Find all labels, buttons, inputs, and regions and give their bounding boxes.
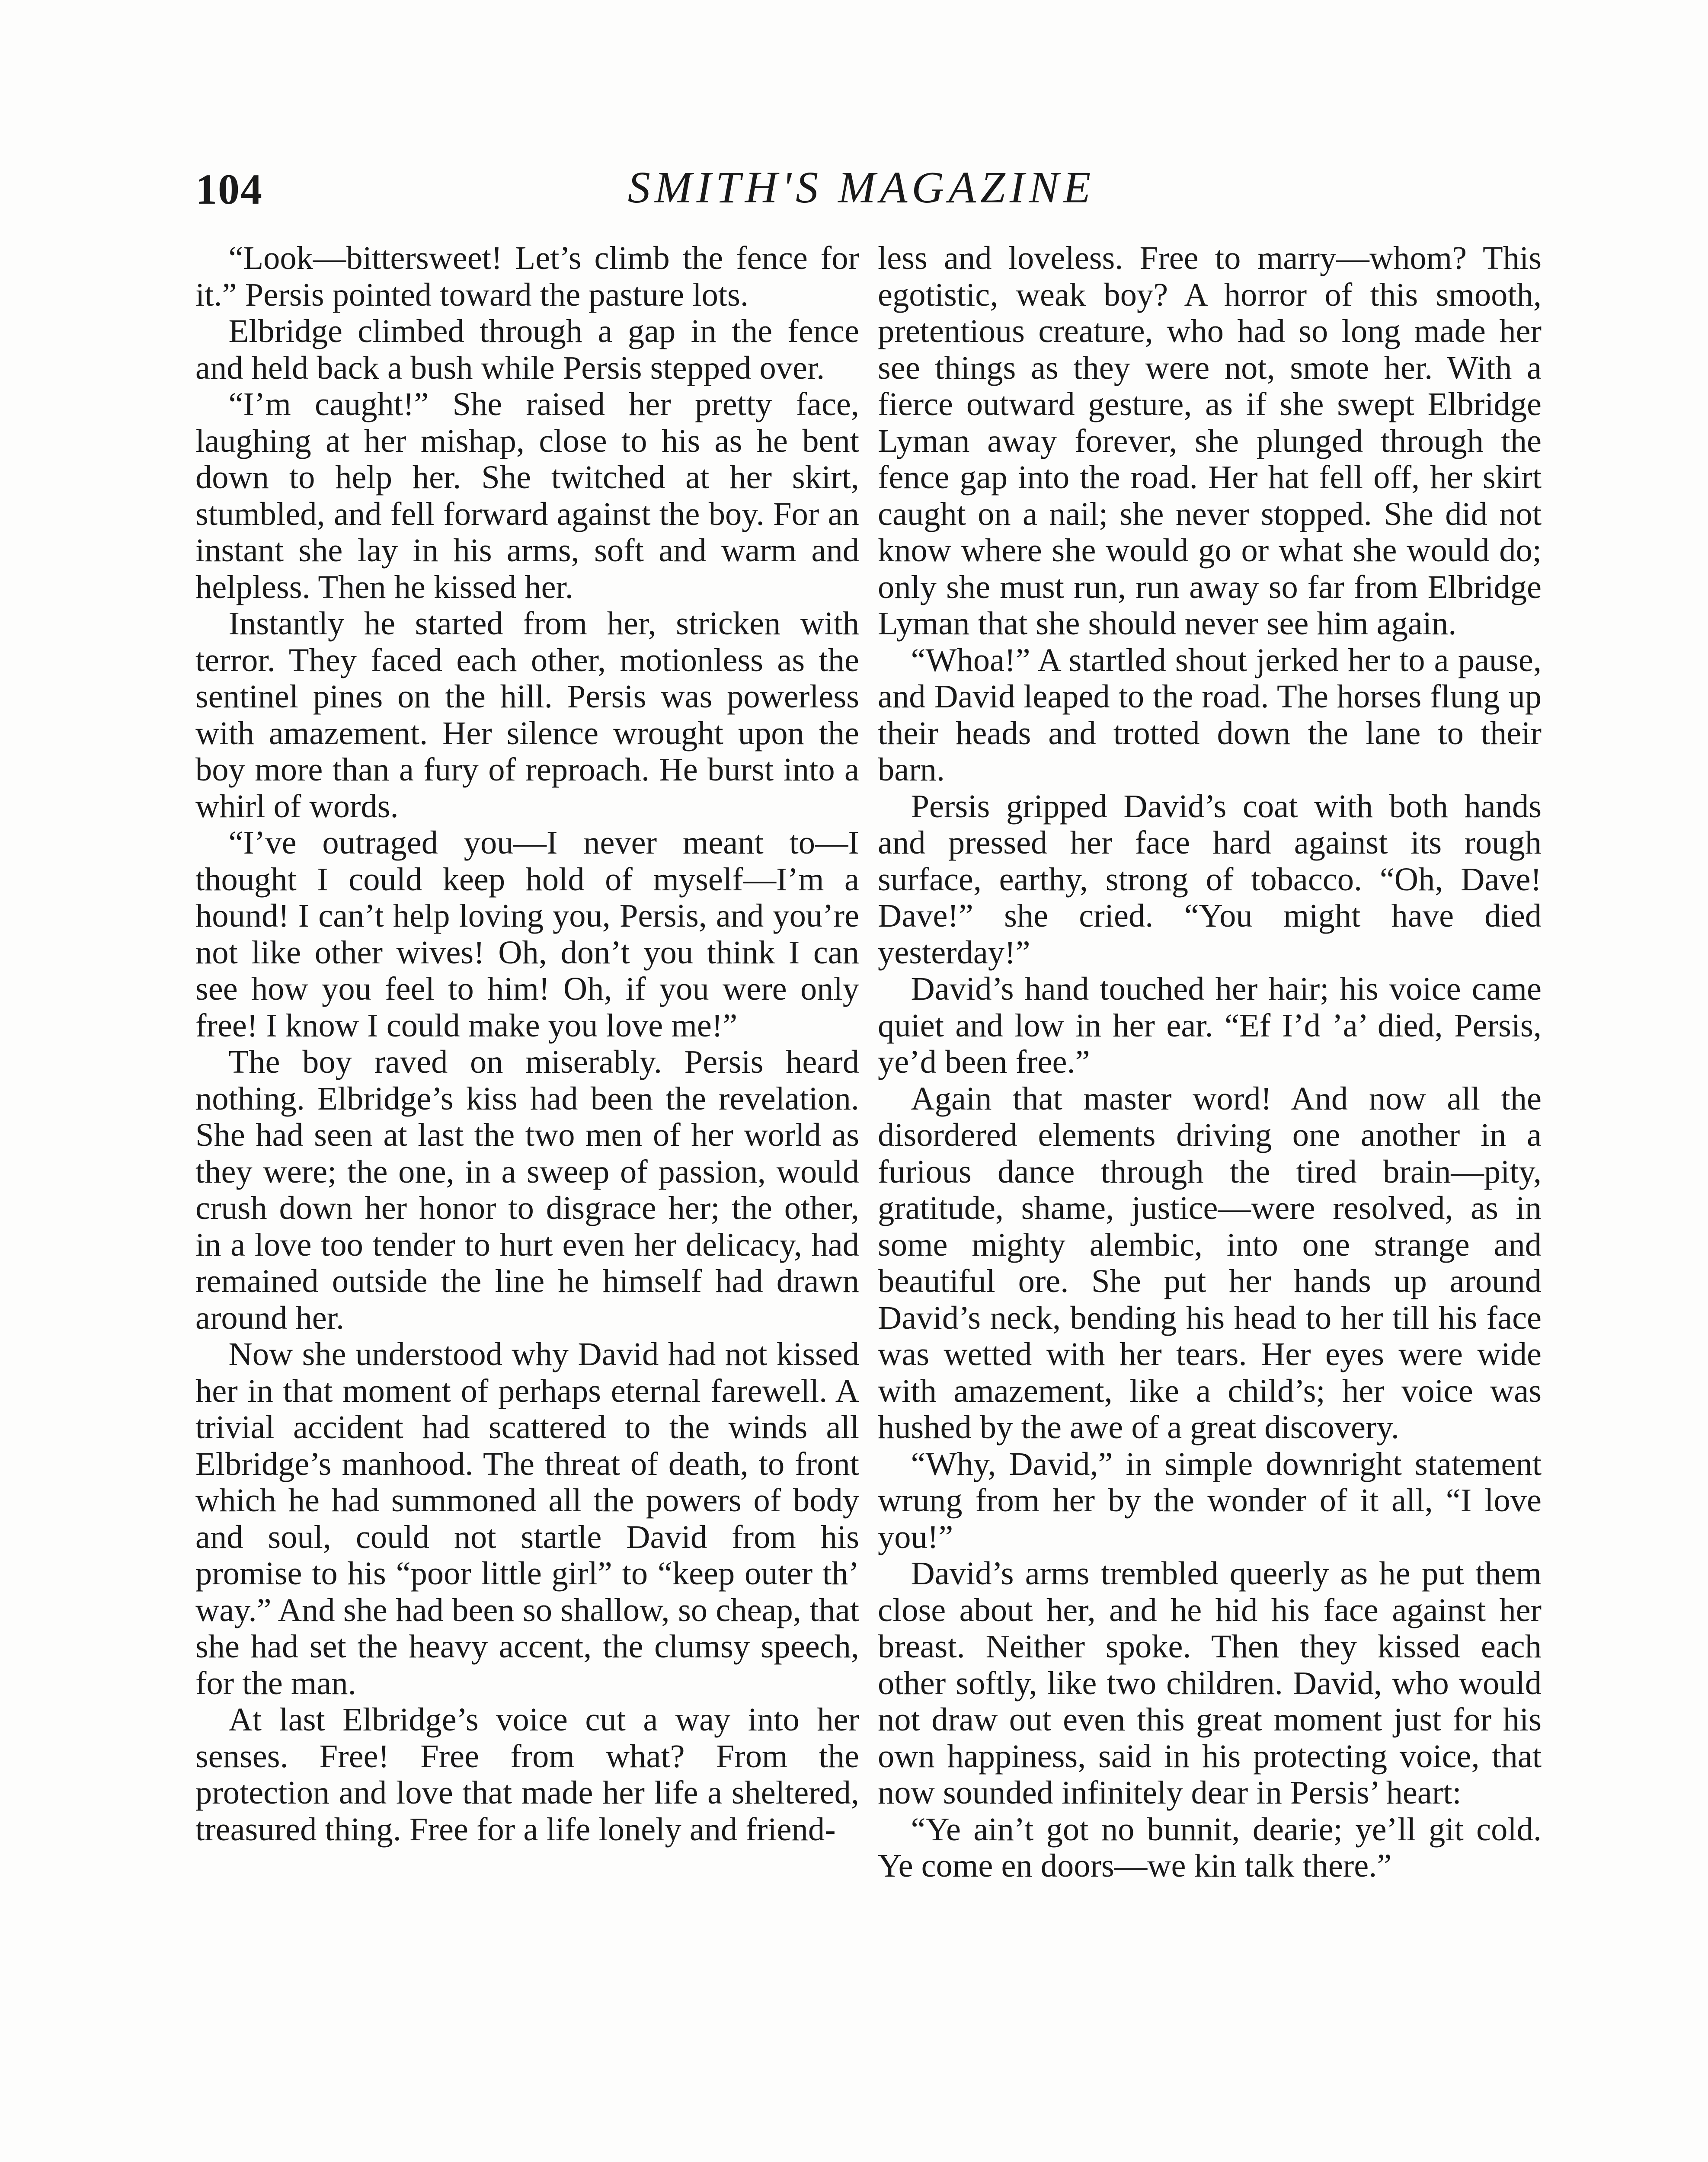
paragraph: Again that master word! And now all the disordered elements driving one another in a furious dance through the tired brain—pity, gratitude, shame, justice—were resolved, as in some mighty alembic, into one strange and beautiful ore. She put her hands up around David’s neck, bending his head to her till his face was wetted with her tears. Her eyes were wide with amazement, like a child’s; her voice was hushed by the awe of a great discovery. xyxy=(878,1080,1542,1446)
paragraph: Persis gripped David’s coat with both hands and pressed her face hard against its rough surface, earthy, strong of tobacco. “Oh, Dave! Dave!” she cried. “You might have died yesterday!” xyxy=(878,787,1542,971)
paragraph: “I’m caught!” She raised her pretty face, laughing at her mishap, close to his as he bent down to help her. She twitched at her skirt, stumbled, and fell forward against the boy. For an instant she lay in his arms, soft and warm and helpless. Then he kissed her. xyxy=(195,386,859,605)
paragraph: “Look—bittersweet! Let’s climb the fence for it.” Persis pointed toward the pasture lots. xyxy=(195,240,859,313)
paragraph: David’s arms trembled queerly as he put them close about her, and he hid his face against her breast. Neither spoke. Then they kissed each other softly, like two children. David, who would not draw out even this great moment just for his own happiness, said in his protecting voice, that now sounded infinitely dear in Persis’ heart: xyxy=(878,1555,1542,1811)
paragraph: Now she understood why David had not kissed her in that moment of perhaps eternal farewell. A trivial accident had scattered to the winds all Elbridge’s manhood. The threat of death, to front which he had summoned all the powers of body and soul, could not startle David from his promise to his “poor little girl” to “keep outer th’ way.” And she had been so shallow, so cheap, that she had set the heavy accent, the clumsy speech, for the man. xyxy=(195,1336,859,1701)
paragraph: At last Elbridge’s voice cut a way into her senses. Free! Free from what? From the protection and love that made her life a sheltered, treasured thing. Free for a life lonely and friend- xyxy=(195,1701,859,1848)
left-column xyxy=(195,240,859,1848)
paragraph: “Whoa!” A startled shout jerked her to a pause, and David leaped to the road. The horses flung up their heads and trotted down the lane to their barn. xyxy=(878,641,1542,788)
right-column xyxy=(878,240,1542,1884)
paragraph: Instantly he started from her, stricken with terror. They faced each other, motionless as the sentinel pines on the hill. Persis was powerless with amazement. Her silence wrought upon the boy more than a fury of reproach. He burst into a whirl of words. xyxy=(195,605,859,825)
running-head xyxy=(195,164,1527,225)
paragraph: “I’ve outraged you—I never meant to—I thought I could keep hold of myself—I’m a hound! I can’t help loving you, Persis, and you’re not like other wives! Oh, don’t you think I can see how you feel to him! Oh, if you were only free! I know I could make you love me!” xyxy=(195,824,859,1044)
paragraph: David’s hand touched her hair; his voice came quiet and low in her ear. “Ef I’d ’a’ died, Persis, ye’d been free.” xyxy=(878,970,1542,1080)
paragraph: Elbridge climbed through a gap in the fence and held back a bush while Persis stepped over. xyxy=(195,313,859,386)
magazine-title: SMITH'S MAGAZINE xyxy=(627,163,1095,212)
paragraph-continued: less and loveless. Free to marry—whom? This egotistic, weak boy? A horror of this smooth, pretentious creature, who had so long made her see things as they were not, smote her. With a fierce outward gesture, as if she swept Elbridge Lyman away forever, she plunged through the fence gap into the road. Her hat fell off, her skirt caught on a nail; she never stopped. She did not know where she would go or what she would do; only she must run, run away so far from Elbridge Lyman that she should never see him again. xyxy=(878,240,1542,642)
paragraph: “Why, David,” in simple downright statement wrung from her by the wonder of it all, “I love you!” xyxy=(878,1445,1542,1555)
page-number: 104 xyxy=(195,165,263,213)
paragraph: The boy raved on miserably. Persis heard nothing. Elbridge’s kiss had been the revelation. She had seen at last the two men of her world as they were; the one, in a sweep of passion, would crush down her honor to disgrace her; the other, in a love too tender to hurt even her delicacy, had remained outside the line he himself had drawn around her. xyxy=(195,1043,859,1336)
paragraph: “Ye ain’t got no bunnit, dearie; ye’ll git cold. Ye come en doors—we kin talk there.” xyxy=(878,1810,1542,1884)
